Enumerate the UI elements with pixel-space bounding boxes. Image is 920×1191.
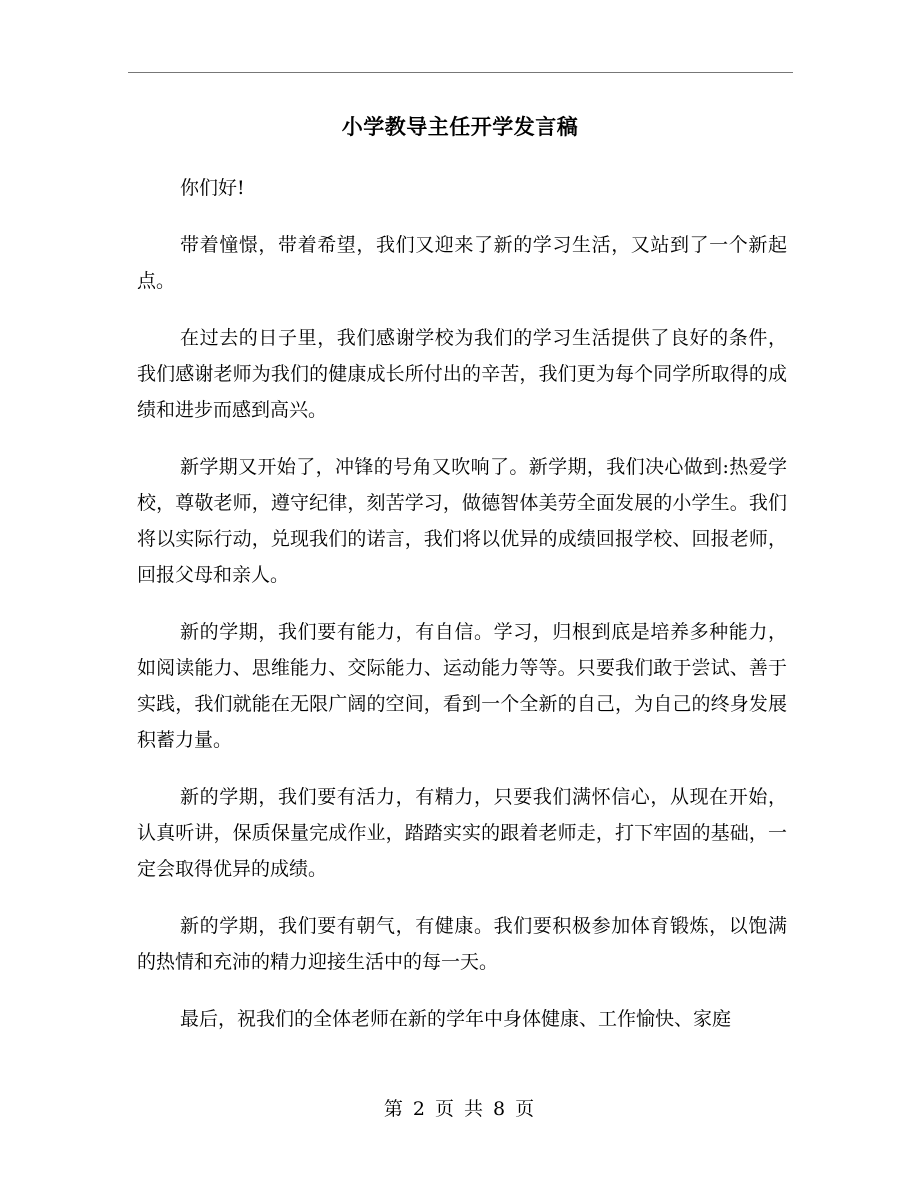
paragraph: 最后，祝我们的全体老师在新的学年中身体健康、工作愉快、家庭 [180, 1008, 732, 1030]
paragraph: 新的学期，我们要有能力，有自信。学习，归根到底是培养多种能力，如阅读能力、思维能力、交际能力、运动能力等等。只要我们敢于尝试、善于实践，我们就能在无限广阔的空间，看到一个全新的自己，为自己的终身发展积蓄力量。 [137, 621, 787, 751]
paragraph: 新学期又开始了，冲锋的号角又吹响了。新学期，我们决心做到:热爱学校，尊敬老师，遵守纪律，刻苦学习，做德智体美劳全面发展的小学生。我们将以实际行动，兑现我们的诺言，我们将以优异的成绩回报学校、回报老师，回报父母和亲人。 [137, 456, 787, 586]
header-rule [128, 72, 793, 73]
paragraph: 带着憧憬，带着希望，我们又迎来了新的学习生活，又站到了一个新起点。 [137, 234, 787, 292]
document-body [137, 170, 787, 1058]
paragraph: 在过去的日子里，我们感谢学校为我们的学习生活提供了良好的条件，我们感谢老师为我们的健康成长所付出的辛苦，我们更为每个同学所取得的成绩和进步而感到高兴。 [137, 327, 787, 421]
paragraph: 新的学期，我们要有朝气，有健康。我们要积极参加体育锻炼，以饱满的热情和充沛的精力迎接生活中的每一天。 [137, 915, 787, 973]
document-title: 小学教导主任开学发言稿 [341, 114, 579, 139]
paragraph: 新的学期，我们要有活力，有精力，只要我们满怀信心，从现在开始，认真听讲，保质保量完成作业，踏踏实实的跟着老师走，打下牢固的基础，一定会取得优异的成绩。 [137, 786, 787, 880]
paragraph-greeting: 你们好! [180, 177, 245, 199]
page-number-footer: 第 2 页 共 8 页 [383, 1098, 537, 1120]
